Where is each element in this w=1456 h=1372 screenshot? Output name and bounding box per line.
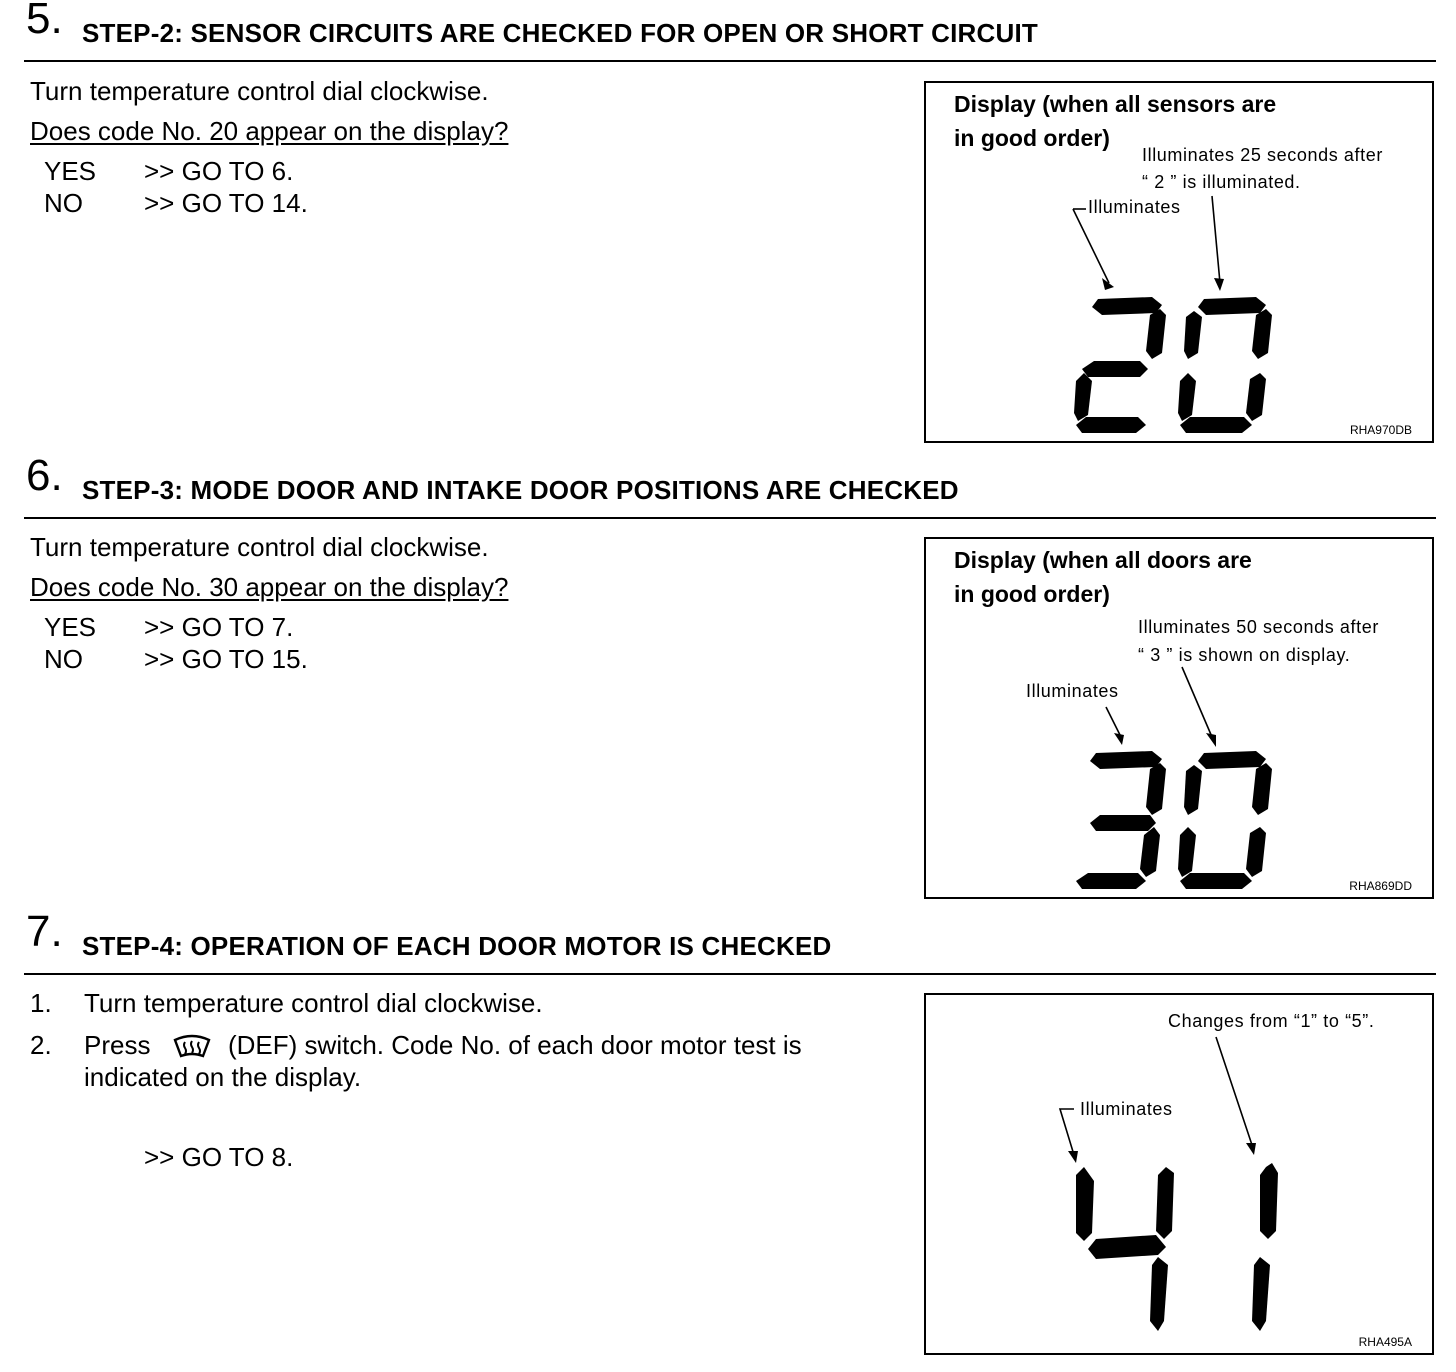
- list-item-text: indicated on the display.: [84, 1062, 362, 1092]
- figure-code: RHA970DB: [1349, 423, 1412, 437]
- step-number: 6.: [26, 451, 63, 500]
- seven-segment-display: [926, 539, 1431, 896]
- defrost-icon: [172, 1034, 212, 1060]
- list-item-number: 2.: [30, 1030, 52, 1060]
- yes-action: >> GO TO 6.: [144, 156, 294, 186]
- figure-note-left: Illuminates: [1080, 1099, 1173, 1119]
- figure-note: Changes from “1” to “5”.: [1168, 1011, 1375, 1031]
- list-item-text: Turn temperature control dial clockwise.: [84, 988, 543, 1018]
- figure-note: “ 2 ” is illuminated.: [1142, 172, 1301, 192]
- figure-code: RHA495A: [1358, 1335, 1412, 1349]
- figure-caption: Display (when all sensors are: [954, 91, 1277, 117]
- go-to-action: >> GO TO 8.: [144, 1142, 294, 1172]
- question: Does code No. 20 appear on the display?: [30, 116, 509, 146]
- figure-display-41: [924, 993, 1434, 1355]
- step-title: STEP-2: SENSOR CIRCUITS ARE CHECKED FOR OPEN OR SHORT CIRCUIT: [82, 18, 1038, 48]
- step-5-header: [24, 0, 1436, 62]
- figure-note: Illuminates 25 seconds after: [1142, 145, 1383, 165]
- yes-action: >> GO TO 7.: [144, 612, 294, 642]
- no-action: >> GO TO 14.: [144, 188, 308, 218]
- step-title: STEP-3: MODE DOOR AND INTAKE DOOR POSITIONS ARE CHECKED: [82, 475, 959, 505]
- figure-code: RHA869DD: [1349, 879, 1412, 893]
- yes-label: YES: [44, 156, 97, 186]
- list-item-text: (DEF) switch. Code No. of each door motor test is: [228, 1030, 802, 1060]
- figure-caption: Display (when all doors are: [954, 547, 1252, 573]
- instruction: Turn temperature control dial clockwise.: [30, 76, 489, 106]
- figure-note-left: Illuminates: [1026, 681, 1119, 701]
- figure-display-20: [924, 81, 1434, 443]
- question: Does code No. 30 appear on the display?: [30, 572, 509, 602]
- no-label: NO: [44, 644, 83, 674]
- seven-segment-display: [926, 83, 1431, 440]
- step-6-header: [24, 451, 1436, 519]
- figure-display-30: [924, 537, 1434, 899]
- step-7-header: [24, 907, 1436, 975]
- figure-note: “ 3 ” is shown on display.: [1138, 645, 1351, 665]
- step-title: STEP-4: OPERATION OF EACH DOOR MOTOR IS CHECKED: [82, 931, 832, 961]
- step-number: 5.: [26, 0, 63, 43]
- no-action: >> GO TO 15.: [144, 644, 308, 674]
- list-item-text: Press: [84, 1030, 151, 1060]
- figure-caption: in good order): [954, 581, 1110, 607]
- step-number: 7.: [26, 907, 63, 956]
- figure-caption: in good order): [954, 125, 1110, 151]
- figure-note: Illuminates 50 seconds after: [1138, 617, 1379, 637]
- figure-note-left: Illuminates: [1088, 197, 1181, 217]
- list-item-number: 1.: [30, 988, 52, 1018]
- no-label: NO: [44, 188, 83, 218]
- instruction: Turn temperature control dial clockwise.: [30, 532, 489, 562]
- yes-label: YES: [44, 612, 97, 642]
- seven-segment-display: [926, 995, 1431, 1352]
